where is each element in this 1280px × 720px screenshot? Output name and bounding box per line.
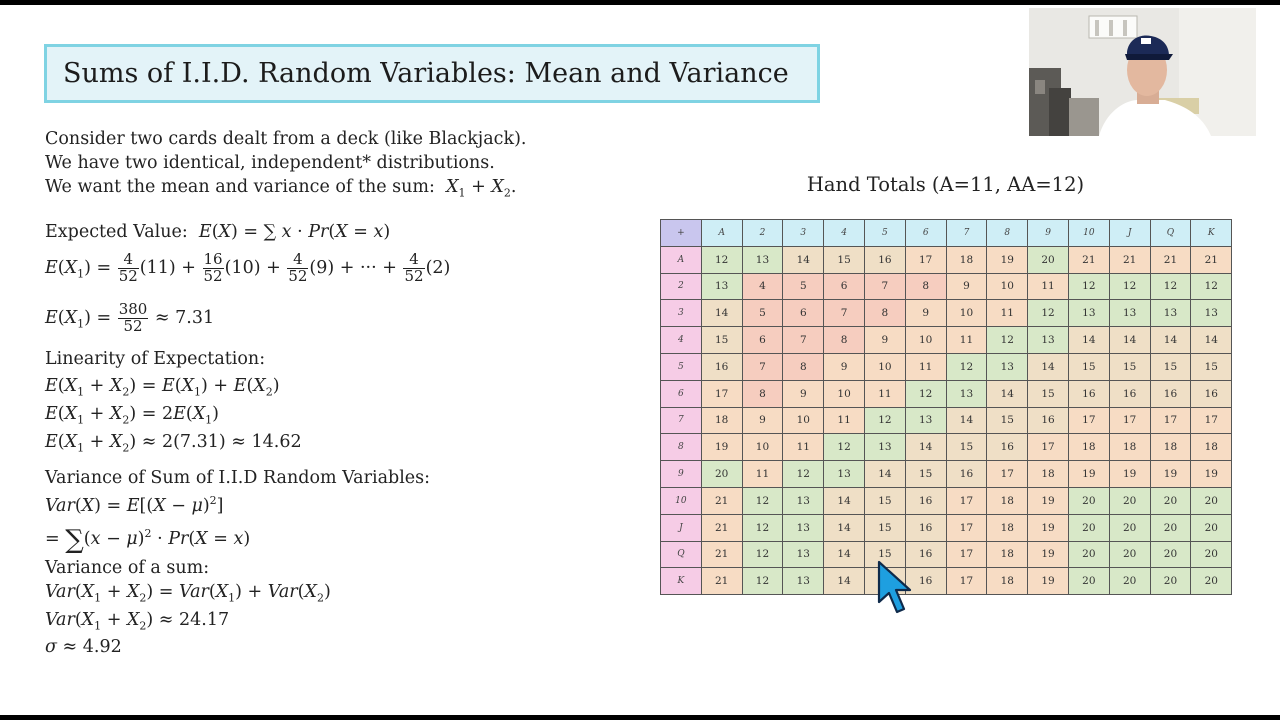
table-cell: 14 bbox=[824, 568, 865, 595]
table-cell: 16 bbox=[701, 353, 742, 380]
table-cell: 7 bbox=[824, 300, 865, 327]
table-cell: 10 bbox=[824, 380, 865, 407]
table-cell: 9 bbox=[783, 380, 824, 407]
table-cell: 20 bbox=[1109, 541, 1150, 568]
table-cell: 13 bbox=[701, 273, 742, 300]
table-cell: 14 bbox=[946, 407, 987, 434]
table-cell: 13 bbox=[783, 541, 824, 568]
table-cell: 6 bbox=[824, 273, 865, 300]
table-cell: 14 bbox=[1068, 327, 1109, 354]
table-cell: 16 bbox=[1028, 407, 1069, 434]
table-cell: 13 bbox=[1191, 300, 1232, 327]
column-header-4: 4 bbox=[824, 220, 865, 247]
table-row bbox=[661, 541, 1232, 568]
table-cell: 15 bbox=[864, 487, 905, 514]
table-cell: 14 bbox=[701, 300, 742, 327]
table-cell: 11 bbox=[824, 407, 865, 434]
table-cell: 20 bbox=[1150, 514, 1191, 541]
table-row bbox=[661, 514, 1232, 541]
table-cell: 15 bbox=[905, 461, 946, 488]
intro-line-1: Consider two cards dealt from a deck (like Blackjack). bbox=[45, 129, 527, 149]
column-header-3: 3 bbox=[783, 220, 824, 247]
table-cell: 15 bbox=[1068, 353, 1109, 380]
variance-sum-label: Variance of Sum of I.I.D Random Variables: bbox=[45, 468, 431, 488]
table-cell: 15 bbox=[1028, 380, 1069, 407]
table-cell: 18 bbox=[1028, 461, 1069, 488]
table-cell: 8 bbox=[742, 380, 783, 407]
table-row bbox=[661, 273, 1232, 300]
table-cell: 11 bbox=[742, 461, 783, 488]
table-cell: 17 bbox=[701, 380, 742, 407]
table-cell: 21 bbox=[1109, 246, 1150, 273]
table-cell: 13 bbox=[1068, 300, 1109, 327]
column-header-a: A bbox=[701, 220, 742, 247]
column-header-j: J bbox=[1109, 220, 1150, 247]
linearity-line-2: $E(X_1 + X_2) = 2E(X_1)$ bbox=[45, 404, 219, 427]
table-cell: 19 bbox=[1191, 461, 1232, 488]
table-cell: 20 bbox=[1191, 514, 1232, 541]
table-cell: 4 bbox=[742, 273, 783, 300]
table-cell: 17 bbox=[1150, 407, 1191, 434]
table-cell: 6 bbox=[742, 327, 783, 354]
table-cell: 20 bbox=[1191, 568, 1232, 595]
table-row bbox=[661, 300, 1232, 327]
sigma-result: 4.92 bbox=[82, 637, 122, 657]
letterbox-bottom bbox=[0, 715, 1280, 720]
table-cell: 7 bbox=[742, 353, 783, 380]
table-cell: 14 bbox=[824, 541, 865, 568]
table-row bbox=[661, 568, 1232, 595]
table-cell: 18 bbox=[1068, 434, 1109, 461]
table-title: Hand Totals (A=11, AA=12) bbox=[806, 173, 1085, 196]
table-cell: 13 bbox=[783, 514, 824, 541]
table-cell: 13 bbox=[824, 461, 865, 488]
table-cell: 10 bbox=[864, 353, 905, 380]
table-cell: 13 bbox=[905, 407, 946, 434]
presenter-webcam bbox=[1029, 8, 1256, 136]
table-row bbox=[661, 407, 1232, 434]
ev-fraction-den: 52 bbox=[123, 316, 143, 335]
table-cell: 12 bbox=[742, 514, 783, 541]
column-header-2: 2 bbox=[742, 220, 783, 247]
variance-expansion-line: = $\sum(x - \mu)^2 \cdot Pr(X = x)$ bbox=[45, 525, 251, 555]
table-row bbox=[661, 327, 1232, 354]
webcam-scene bbox=[1029, 8, 1256, 136]
column-header-6: 6 bbox=[905, 220, 946, 247]
table-cell: 21 bbox=[701, 514, 742, 541]
table-cell: 9 bbox=[824, 353, 865, 380]
expected-value-label: Expected Value: bbox=[45, 222, 188, 242]
table-cell: 20 bbox=[1028, 246, 1069, 273]
table-cell: 20 bbox=[1150, 568, 1191, 595]
table-cell: 20 bbox=[1150, 487, 1191, 514]
slide-title: Sums of I.I.D. Random Variables: Mean and Variance bbox=[63, 58, 789, 89]
table-cell: 19 bbox=[1028, 568, 1069, 595]
table-cell: 14 bbox=[824, 487, 865, 514]
column-header-10: 10 bbox=[1068, 220, 1109, 247]
table-cell: 19 bbox=[1150, 461, 1191, 488]
mouse-pointer-icon bbox=[877, 560, 917, 620]
table-cell: 20 bbox=[1068, 568, 1109, 595]
table-cell: 12 bbox=[1150, 273, 1191, 300]
table-cell: 14 bbox=[987, 380, 1028, 407]
row-header-5: 5 bbox=[661, 353, 702, 380]
table-row bbox=[661, 246, 1232, 273]
table-cell: 13 bbox=[946, 380, 987, 407]
column-header-9: 9 bbox=[1028, 220, 1069, 247]
table-cell: 21 bbox=[701, 568, 742, 595]
table-cell: 16 bbox=[864, 246, 905, 273]
table-cell: 15 bbox=[864, 514, 905, 541]
table-cell: 15 bbox=[1191, 353, 1232, 380]
table-cell: 11 bbox=[1028, 273, 1069, 300]
table-cell: 17 bbox=[1191, 407, 1232, 434]
table-cell: 21 bbox=[1150, 246, 1191, 273]
variance-of-sum-label: Variance of a sum: bbox=[45, 558, 210, 578]
table-cell: 19 bbox=[1109, 461, 1150, 488]
table-cell: 16 bbox=[1068, 380, 1109, 407]
sum-variance-result: 24.17 bbox=[179, 610, 230, 630]
table-cell: 11 bbox=[783, 434, 824, 461]
table-cell: 8 bbox=[905, 273, 946, 300]
table-cell: 21 bbox=[1191, 246, 1232, 273]
table-cell: 13 bbox=[987, 353, 1028, 380]
ev-fraction-num: 380 bbox=[118, 300, 148, 318]
table-cell: 16 bbox=[905, 541, 946, 568]
table-cell: 12 bbox=[824, 434, 865, 461]
hand-totals-table bbox=[660, 219, 1232, 595]
table-cell: 7 bbox=[864, 273, 905, 300]
table-cell: 13 bbox=[783, 487, 824, 514]
linearity-line-1: $E(X_1 + X_2) = E(X_1) + E(X_2)$ bbox=[45, 376, 280, 399]
row-header-3: 3 bbox=[661, 300, 702, 327]
table-cell: 12 bbox=[946, 353, 987, 380]
table-cell: 14 bbox=[1150, 327, 1191, 354]
ev-expansion: $E(X_1)$ = $\frac{4}{52}$ (11) + $\frac{16}{52}$ (10) + $\frac{4}{52}$ (9) + ··· + $\frac{4}{52}$ (2) bbox=[45, 250, 451, 285]
table-cell: 9 bbox=[905, 300, 946, 327]
table-cell: 20 bbox=[1150, 541, 1191, 568]
table-cell: 18 bbox=[987, 514, 1028, 541]
table-cell: 13 bbox=[1109, 300, 1150, 327]
table-cell: 20 bbox=[1191, 541, 1232, 568]
table-cell: 12 bbox=[783, 461, 824, 488]
table-corner-cell: + bbox=[661, 220, 702, 247]
table-cell: 19 bbox=[987, 246, 1028, 273]
table-cell: 12 bbox=[742, 487, 783, 514]
table-cell: 20 bbox=[701, 461, 742, 488]
sum-mean-result: 14.62 bbox=[251, 432, 302, 452]
table-cell: 16 bbox=[905, 514, 946, 541]
table-row bbox=[661, 461, 1232, 488]
table-cell: 15 bbox=[824, 246, 865, 273]
table-cell: 21 bbox=[1068, 246, 1109, 273]
table-cell: 15 bbox=[946, 434, 987, 461]
sigma-line: σ ≈ 4.92 bbox=[45, 637, 122, 657]
table-cell: 7 bbox=[783, 327, 824, 354]
intro-line-3-text: We want the mean and variance of the sum: bbox=[45, 177, 435, 197]
table-cell: 12 bbox=[864, 407, 905, 434]
letterbox-top bbox=[0, 0, 1280, 5]
table-cell: 14 bbox=[783, 246, 824, 273]
table-cell: 14 bbox=[1191, 327, 1232, 354]
table-cell: 5 bbox=[783, 273, 824, 300]
linearity-line-3: $E(X_1 + X_2) \approx 2(7.31) \approx 14.62$ bbox=[45, 432, 302, 455]
table-cell: 19 bbox=[1028, 487, 1069, 514]
row-header-2: 2 bbox=[661, 273, 702, 300]
table-cell: 8 bbox=[783, 353, 824, 380]
table-cell: 17 bbox=[1068, 407, 1109, 434]
table-cell: 10 bbox=[987, 273, 1028, 300]
table-cell: 15 bbox=[864, 541, 905, 568]
table-cell: 13 bbox=[864, 434, 905, 461]
table-cell: 15 bbox=[701, 327, 742, 354]
table-cell: 20 bbox=[1068, 541, 1109, 568]
table-cell: 18 bbox=[987, 487, 1028, 514]
table-row bbox=[661, 487, 1232, 514]
table-cell: 10 bbox=[905, 327, 946, 354]
table-cell: 10 bbox=[946, 300, 987, 327]
variance-def-line: $Var(X) = E[(X - \mu)^2]$ bbox=[45, 494, 224, 516]
table-cell: 12 bbox=[701, 246, 742, 273]
row-header-8: 8 bbox=[661, 434, 702, 461]
table-cell: 6 bbox=[783, 300, 824, 327]
table-cell: 14 bbox=[864, 461, 905, 488]
table-cell: 15 bbox=[1109, 353, 1150, 380]
table-cell: 17 bbox=[946, 514, 987, 541]
row-header-j: J bbox=[661, 514, 702, 541]
row-header-10: 10 bbox=[661, 487, 702, 514]
table-cell: 17 bbox=[1028, 434, 1069, 461]
table-cell: 21 bbox=[701, 487, 742, 514]
ev-result: 7.31 bbox=[175, 307, 215, 328]
table-cell: 16 bbox=[1109, 380, 1150, 407]
table-cell: 17 bbox=[946, 568, 987, 595]
table-cell: 18 bbox=[946, 246, 987, 273]
table-cell: 17 bbox=[1109, 407, 1150, 434]
table-cell: 20 bbox=[1068, 487, 1109, 514]
table-cell: 12 bbox=[742, 541, 783, 568]
table-cell: 19 bbox=[701, 434, 742, 461]
sum-expression: $X_1 + X_2$. bbox=[446, 177, 517, 200]
table-cell: 14 bbox=[905, 434, 946, 461]
table-cell: 17 bbox=[987, 461, 1028, 488]
column-header-5: 5 bbox=[864, 220, 905, 247]
table-cell: 13 bbox=[742, 246, 783, 273]
table-cell: 12 bbox=[742, 568, 783, 595]
table-cell: 11 bbox=[905, 353, 946, 380]
column-header-7: 7 bbox=[946, 220, 987, 247]
expected-value-formula: E(X) = ∑ x · Pr(X = x) bbox=[198, 222, 391, 242]
table-cell: 16 bbox=[946, 461, 987, 488]
table-cell: 12 bbox=[1109, 273, 1150, 300]
table-cell: 12 bbox=[1191, 273, 1232, 300]
table-cell: 15 bbox=[1150, 353, 1191, 380]
table-cell: 21 bbox=[701, 541, 742, 568]
variance-sum-line-2: $Var(X_1 + X_2) \approx 24.17$ bbox=[45, 610, 230, 633]
table-cell: 20 bbox=[1068, 514, 1109, 541]
table-cell: 15 bbox=[987, 407, 1028, 434]
table-cell: 11 bbox=[987, 300, 1028, 327]
table-cell: 17 bbox=[946, 487, 987, 514]
table-cell: 16 bbox=[987, 434, 1028, 461]
table-cell: 20 bbox=[1109, 514, 1150, 541]
table-cell: 9 bbox=[946, 273, 987, 300]
table-cell: 18 bbox=[987, 541, 1028, 568]
table-cell: 16 bbox=[905, 487, 946, 514]
table-cell: 16 bbox=[905, 568, 946, 595]
expected-value-line bbox=[45, 224, 390, 242]
slide-title-box bbox=[44, 44, 820, 103]
table-cell: 14 bbox=[1109, 327, 1150, 354]
table-cell: 20 bbox=[1109, 568, 1150, 595]
table-cell: 20 bbox=[1191, 487, 1232, 514]
table-row bbox=[661, 380, 1232, 407]
row-header-7: 7 bbox=[661, 407, 702, 434]
table-cell: 18 bbox=[1191, 434, 1232, 461]
table-cell: 18 bbox=[1109, 434, 1150, 461]
table-cell: 18 bbox=[987, 568, 1028, 595]
table-cell: 17 bbox=[946, 541, 987, 568]
intro-line-3 bbox=[45, 179, 516, 199]
table-cell: 17 bbox=[905, 246, 946, 273]
table-cell: 11 bbox=[864, 380, 905, 407]
table-cell: 9 bbox=[864, 327, 905, 354]
column-header-8: 8 bbox=[987, 220, 1028, 247]
table-cell: 19 bbox=[1028, 514, 1069, 541]
row-header-a: A bbox=[661, 246, 702, 273]
row-header-6: 6 bbox=[661, 380, 702, 407]
table-header-row bbox=[661, 220, 1232, 247]
table-cell: 19 bbox=[1028, 541, 1069, 568]
table-cell: 8 bbox=[864, 300, 905, 327]
table-cell: 13 bbox=[1028, 327, 1069, 354]
column-header-q: Q bbox=[1150, 220, 1191, 247]
table-cell: 18 bbox=[1150, 434, 1191, 461]
table-cell: 8 bbox=[824, 327, 865, 354]
intro-line-2: We have two identical, independent* distributions. bbox=[45, 153, 495, 173]
table-cell: 16 bbox=[1150, 380, 1191, 407]
table-cell: 10 bbox=[742, 434, 783, 461]
table-cell: 14 bbox=[1028, 353, 1069, 380]
table-cell: 12 bbox=[905, 380, 946, 407]
variance-sum-line-1: $Var(X_1 + X_2) = Var(X_1) + Var(X_2)$ bbox=[45, 582, 331, 605]
table-cell: 10 bbox=[783, 407, 824, 434]
linearity-label: Linearity of Expectation: bbox=[45, 349, 266, 369]
table-cell: 14 bbox=[824, 514, 865, 541]
table-row bbox=[661, 434, 1232, 461]
row-header-k: K bbox=[661, 568, 702, 595]
table-cell: 13 bbox=[783, 568, 824, 595]
table-cell: 5 bbox=[742, 300, 783, 327]
table-cell: 20 bbox=[1109, 487, 1150, 514]
table-cell: 13 bbox=[1150, 300, 1191, 327]
table-cell: 12 bbox=[1028, 300, 1069, 327]
table-cell: 19 bbox=[1068, 461, 1109, 488]
table-cell: 18 bbox=[701, 407, 742, 434]
row-header-q: Q bbox=[661, 541, 702, 568]
table-cell: 9 bbox=[742, 407, 783, 434]
table-cell: 12 bbox=[1068, 273, 1109, 300]
table-cell: 11 bbox=[946, 327, 987, 354]
row-header-9: 9 bbox=[661, 461, 702, 488]
row-header-4: 4 bbox=[661, 327, 702, 354]
table-cell: 16 bbox=[1191, 380, 1232, 407]
column-header-k: K bbox=[1191, 220, 1232, 247]
ev-result-line: $E(X_1)$ = $\frac{380}{52}$ ≈ 7.31 bbox=[45, 300, 215, 335]
table-row bbox=[661, 353, 1232, 380]
table-cell: 12 bbox=[987, 327, 1028, 354]
